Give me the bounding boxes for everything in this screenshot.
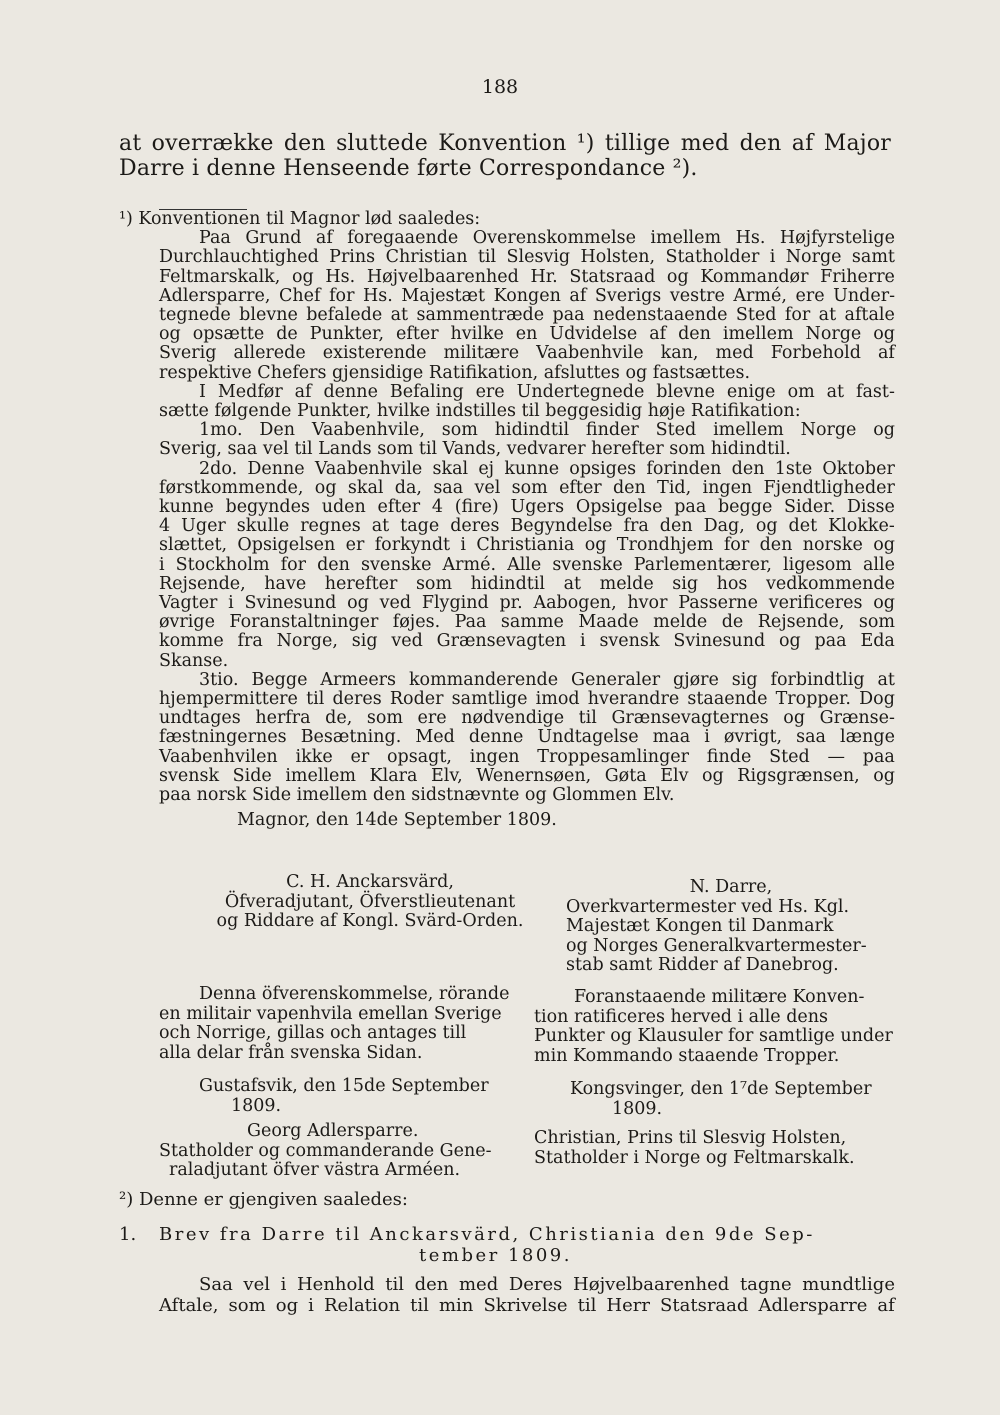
- text-line: Paa Grund af foregaaende Overenskommelse imellem Hs. Højfyrstelige: [199, 228, 895, 249]
- signatory-title: Öfveradjutant, Öfverstlieutenant: [224, 891, 516, 912]
- text-line: Punkter og Klausuler for samtlige under: [534, 1026, 893, 1046]
- text-line: 3tio. Begge Armeers kommanderende Generaler gjøre sig forbindtlig at: [199, 669, 895, 690]
- signatory-title: Majestæt Kongen til Danmark: [566, 916, 834, 936]
- text-line: och Norrige, gillas och antages till: [159, 1023, 467, 1043]
- text-line: komme fra Norge, sig ved Grænsevagten i svensk Svinesund og paa Eda: [159, 631, 895, 652]
- text-line: I Medfør af denne Befaling ere Undertegnede blevne enige om at fast-: [199, 381, 895, 402]
- text-line: i Stockholm for den svenske Armé. Alle svenske Parlementærer, ligesom alle: [159, 554, 895, 575]
- footnote-marker: ¹): [119, 209, 133, 229]
- text-line: førstkommende, og skal da, saa vel som efter den Tid, ingen Fjendtligheder: [159, 477, 895, 498]
- signatory-name: C. H. Anckarsvärd,: [286, 872, 454, 892]
- text-line: undtages herfra de, som ere nødvendige til Grænsevagternes og Grænse-: [159, 708, 895, 729]
- dateline: 1809.: [612, 1098, 663, 1119]
- footnote-heading: Denne er gjengiven saaledes:: [138, 1189, 408, 1210]
- text-line: og opsætte de Punkter, efter hvilke en Udvidelse af den imellem Norge og: [159, 324, 895, 345]
- text-line: Adlersparre, Chef for Hs. Majestæt Kongen af Sverigs vestre Armé, ere Under-: [159, 285, 895, 306]
- text-line: fæstningernes Besætning. Med denne Undtagelse maa i øvrigt, saa længe: [159, 727, 895, 748]
- text-line: Sverig allerede existerende militære Vaabenhvile kan, med Forbehold af: [159, 343, 895, 364]
- text-line: 4 Uger skulle regnes at tage deres Begyndelse fra den Dag, og det Klokke-: [159, 516, 895, 537]
- letter-heading: [119, 1224, 895, 1245]
- ratification-sweden: [159, 985, 519, 1181]
- text-line: Skanse.: [159, 650, 229, 671]
- text-line: øvrige Foranstaltninger føjes. Paa samme Maade melde de Rejsende, som: [159, 612, 895, 633]
- text-line: kunne begyndes uden efter 4 (fire) Ugers Opsigelse paa begge Sider. Disse: [159, 497, 895, 518]
- text-line: tion ratificeres herved i alle dens: [534, 1006, 829, 1027]
- text-line: Feltmarskalk, og Hs. Højvelbaarenhed Hr. Statsraad og Kommandør Friherre: [159, 266, 895, 287]
- text-line: Foranstaaende militære Konven-: [574, 987, 865, 1007]
- dateline: Gustafsvik, den 15de September: [199, 1076, 489, 1096]
- text-line: Vagter i Svinesund og ved Flygind pr. Aabogen, hvor Passerne verificeres og: [159, 593, 895, 614]
- text-line: svensk Side imellem Klara Elv, Wenernsøen, Gøta Elv og Rigsgrænsen, og: [159, 765, 895, 786]
- item-number: 1.: [119, 1224, 137, 1245]
- item-title: Brev fra Darre til Anckarsvärd, Christiania den 9de Sep-: [159, 1224, 815, 1245]
- text-line: Aftale, som og i Relation til min Skrivelse til Herr Statsraad Adlersparre af: [159, 1295, 895, 1316]
- text-line: slættet, Opsigelsen er forkyndt i Christiania og Trondhjem for den norske og: [159, 535, 895, 556]
- footnote-1: [119, 210, 895, 831]
- text-line: paa norsk Side imellem den sidstnævnte og Glommen Elv.: [159, 785, 675, 806]
- text-line: Vaabenhvilen ikke er opsagt, ingen Troppesamlinger finde Sted — paa: [159, 746, 895, 767]
- text-line: Denna öfverenskommelse, rörande: [199, 984, 510, 1004]
- intro-paragraph: [119, 131, 891, 181]
- text-line: at overrække den sluttede Konvention ¹) tillige med den af Major: [119, 131, 891, 156]
- text-line: sætte følgende Punkter, hvilke indstilles til beggesidig høje Ratifikation:: [159, 401, 801, 422]
- dateline: 1809.: [231, 1095, 282, 1116]
- text-line: Saa vel i Henhold til den med Deres Højvelbaarenhed tagne mundtlige: [199, 1274, 895, 1295]
- signatory-title: stab samt Ridder af Danebrog.: [566, 955, 839, 975]
- text-line: Durchlauchtighed Prins Christian til Slesvig Holsten, Statholder i Norge samt: [159, 247, 895, 268]
- dateline: Magnor, den 14de September 1809.: [237, 810, 557, 831]
- signatory-name: N. Darre,: [689, 877, 773, 897]
- page-number: 188: [481, 76, 519, 98]
- signatory-title: Statholder og commanderande Gene-: [159, 1140, 492, 1161]
- ratification-norway: [534, 988, 894, 1168]
- text-line: min Kommando staaende Tropper.: [534, 1045, 840, 1066]
- text-line: 2do. Denne Vaabenhvile skal ej kunne opsiges forinden den 1ste Oktober: [199, 458, 895, 479]
- text-line: alla delar från svenska Sidan.: [159, 1042, 423, 1063]
- text-line: tegnede blevne befalede at sammentræde paa nedenstaaende Sted for at aftale: [159, 305, 895, 326]
- text-line: Rejsende, have herefter som hidindtil at melde sig hos vedkommende: [159, 573, 895, 594]
- footnote-heading: Konventionen til Magnor lød saaledes:: [138, 209, 481, 229]
- signatory-title: Overkvartermester ved Hs. Kgl.: [566, 896, 850, 917]
- item-title-continued: tember 1809.: [419, 1245, 572, 1266]
- signature-anckarsvard: [200, 873, 540, 932]
- signatory-title: raladjutant öfver västra Arméen.: [169, 1160, 461, 1180]
- text-line: respektive Chefers gjensidige Ratifikation, afsluttes og fastsættes.: [159, 362, 751, 383]
- text-line: Darre i denne Henseende førte Correspondance ²).: [119, 156, 698, 181]
- footnote-marker: ²): [119, 1189, 134, 1210]
- signatory-name: Christian, Prins til Slesvig Holsten,: [534, 1128, 847, 1148]
- text-line: en militair vapenhvila emellan Sverige: [159, 1003, 502, 1024]
- dateline: Kongsvinger, den 1⁷de September: [570, 1079, 872, 1099]
- text-line: hjempermittere til deres Roder samtlige imod hverandre staaende Tropper. Dog: [159, 689, 895, 710]
- signatory-name: Georg Adlersparre.: [247, 1121, 419, 1141]
- signatory-title: og Norges Generalkvartermester-: [566, 935, 867, 956]
- text-line: Sverig, saa vel til Lands som til Vands, vedvarer herefter som hidindtil.: [159, 439, 791, 460]
- signatory-title: og Riddare af Kongl. Svärd-Orden.: [216, 911, 524, 931]
- signature-darre: [566, 878, 896, 976]
- signatory-title: Statholder i Norge og Feltmarskalk.: [534, 1147, 855, 1168]
- footnote-2: [119, 1189, 895, 1316]
- text-line: 1mo. Den Vaabenhvile, som hidindtil finder Sted imellem Norge og: [199, 420, 895, 441]
